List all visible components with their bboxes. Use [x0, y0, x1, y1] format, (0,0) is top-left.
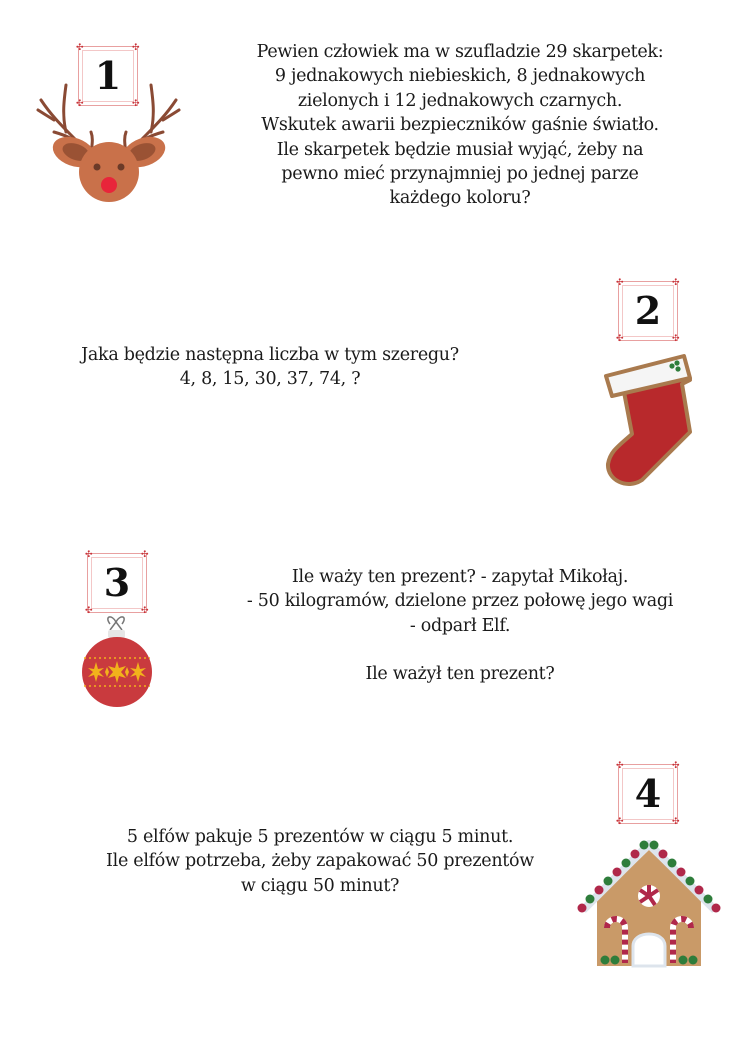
frame-corner-ornament-icon: ✣ — [672, 817, 680, 827]
frame-corner-ornament-icon: ✣ — [616, 278, 624, 288]
frame-corner-ornament-icon: ✣ — [132, 43, 140, 53]
text-line: Ile elfów potrzeba, żeby zapakować 50 prezentów — [106, 851, 534, 872]
text-line: 4, 8, 15, 30, 37, 74, ? — [179, 369, 361, 390]
text-line: Jaka będzie następna liczba w tym szeregu? — [81, 345, 459, 365]
text-line: Ile waży ten prezent? - zapytał Mikołaj. — [291, 567, 629, 587]
frame-corner-ornament-icon: ✣ — [672, 761, 680, 771]
text-line: pewno mieć przynajmniej po jednej parze — [281, 164, 639, 185]
puzzle-text-2 — [60, 343, 480, 392]
frame-corner-ornament-icon: ✣ — [85, 550, 93, 560]
number-frame-3 — [85, 550, 149, 616]
frame-corner-ornament-icon: ✣ — [141, 550, 149, 560]
text-line: 5 elfów pakuje 5 prezentów w ciągu 5 minut. — [126, 827, 514, 847]
frame-corner-ornament-icon: ✣ — [76, 99, 84, 109]
frame-corner-ornament-icon: ✣ — [141, 606, 149, 616]
text-line: Ile ważył ten prezent? — [365, 664, 555, 685]
frame-corner-ornament-icon: ✣ — [672, 278, 680, 288]
puzzle-text-4 — [60, 825, 580, 898]
text-line: Ile skarpetek będzie musiał wyjąć, żeby na — [276, 139, 644, 160]
frame-corner-ornament-icon: ✣ — [616, 817, 624, 827]
text-line: w ciągu 50 minut? — [240, 875, 400, 896]
puzzle-number: 3 — [103, 560, 131, 605]
frame-corner-ornament-icon: ✣ — [76, 43, 84, 53]
text-line: Wskutek awarii bezpieczników gaśnie światło. — [261, 115, 659, 136]
frame-corner-ornament-icon: ✣ — [672, 334, 680, 344]
frame-corner-ornament-icon: ✣ — [616, 761, 624, 771]
reindeer-icon — [36, 70, 181, 205]
text-line: każdego koloru? — [389, 188, 531, 209]
puzzle-text-1 — [200, 40, 720, 211]
text-line: 9 jednakowych niebieskich, 8 jednakowych — [274, 66, 646, 87]
frame-corner-ornament-icon: ✣ — [616, 334, 624, 344]
puzzle-text-3 — [200, 565, 720, 687]
text-line: - odparł Elf. — [409, 615, 511, 636]
text-line — [200, 638, 720, 662]
number-frame-2 — [616, 278, 680, 344]
ornament-bauble-icon — [80, 614, 154, 708]
puzzle-number: 4 — [634, 771, 662, 816]
gingerbread-house-icon — [577, 838, 722, 968]
puzzle-number: 2 — [634, 288, 662, 333]
frame-corner-ornament-icon: ✣ — [132, 99, 140, 109]
number-frame-4 — [616, 761, 680, 827]
puzzle-number: 1 — [94, 53, 122, 98]
text-line: Pewien człowiek ma w szufladzie 29 skarpetek: — [256, 42, 664, 62]
frame-corner-ornament-icon: ✣ — [85, 606, 93, 616]
text-line: zielonych i 12 jednakowych czarnych. — [297, 90, 623, 111]
text-line: - 50 kilogramów, dzielone przez połowę jego wagi — [246, 591, 674, 612]
stocking-icon — [602, 352, 697, 487]
